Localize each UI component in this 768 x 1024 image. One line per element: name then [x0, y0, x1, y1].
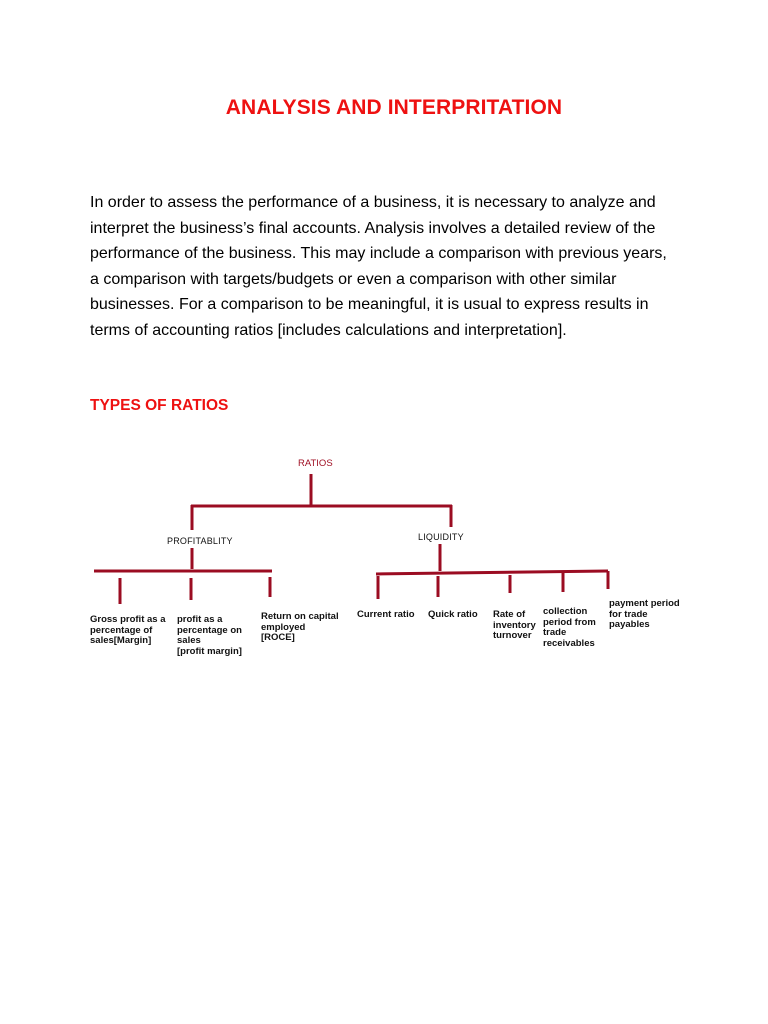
ratio-label-current-ratio: Current ratio [357, 609, 415, 620]
category-label-profitability: PROFITABLITY [167, 536, 233, 546]
ratio-label-inventory-turnover: Rate of inventory turnover [493, 609, 536, 641]
ratio-label-profit-margin: profit as a percentage on sales [profit margin] [177, 614, 242, 657]
paragraph-line: performance of the business. This may include a comparison with previous years, [90, 245, 667, 263]
paragraph-line: a comparison with targets/budgets or even a comparison with other similar [90, 270, 617, 288]
page-title: ANALYSIS AND INTERPRITATION [225, 96, 563, 119]
paragraph-line: interpret the business’s final accounts. Analysis involves a detailed review of the [90, 219, 656, 237]
paragraph-line: In order to assess the performance of a business, it is necessary to analyze and [90, 194, 656, 211]
ratio-label-payment-period: payment period for trade payables [609, 598, 680, 630]
paragraph-line: businesses. For a comparison to be meaningful, it is usual to express results in [90, 296, 649, 314]
liquidity-bar [376, 571, 608, 574]
section-heading: TYPES OF RATIOS [90, 397, 229, 414]
ratio-label-collection-period: collection period from trade receivables [543, 606, 596, 649]
category-label-liquidity: LIQUIDITY [418, 532, 464, 542]
ratio-label-quick-ratio: Quick ratio [428, 609, 478, 620]
ratio-label-roce: Return on capital employed [ROCE] [261, 611, 339, 643]
paragraph-line: terms of accounting ratios [includes calculations and interpretation]. [90, 321, 567, 339]
root-label-ratios: RATIOS [298, 458, 333, 469]
ratio-label-gross-profit: Gross profit as a percentage of sales[Margin] [90, 614, 166, 646]
